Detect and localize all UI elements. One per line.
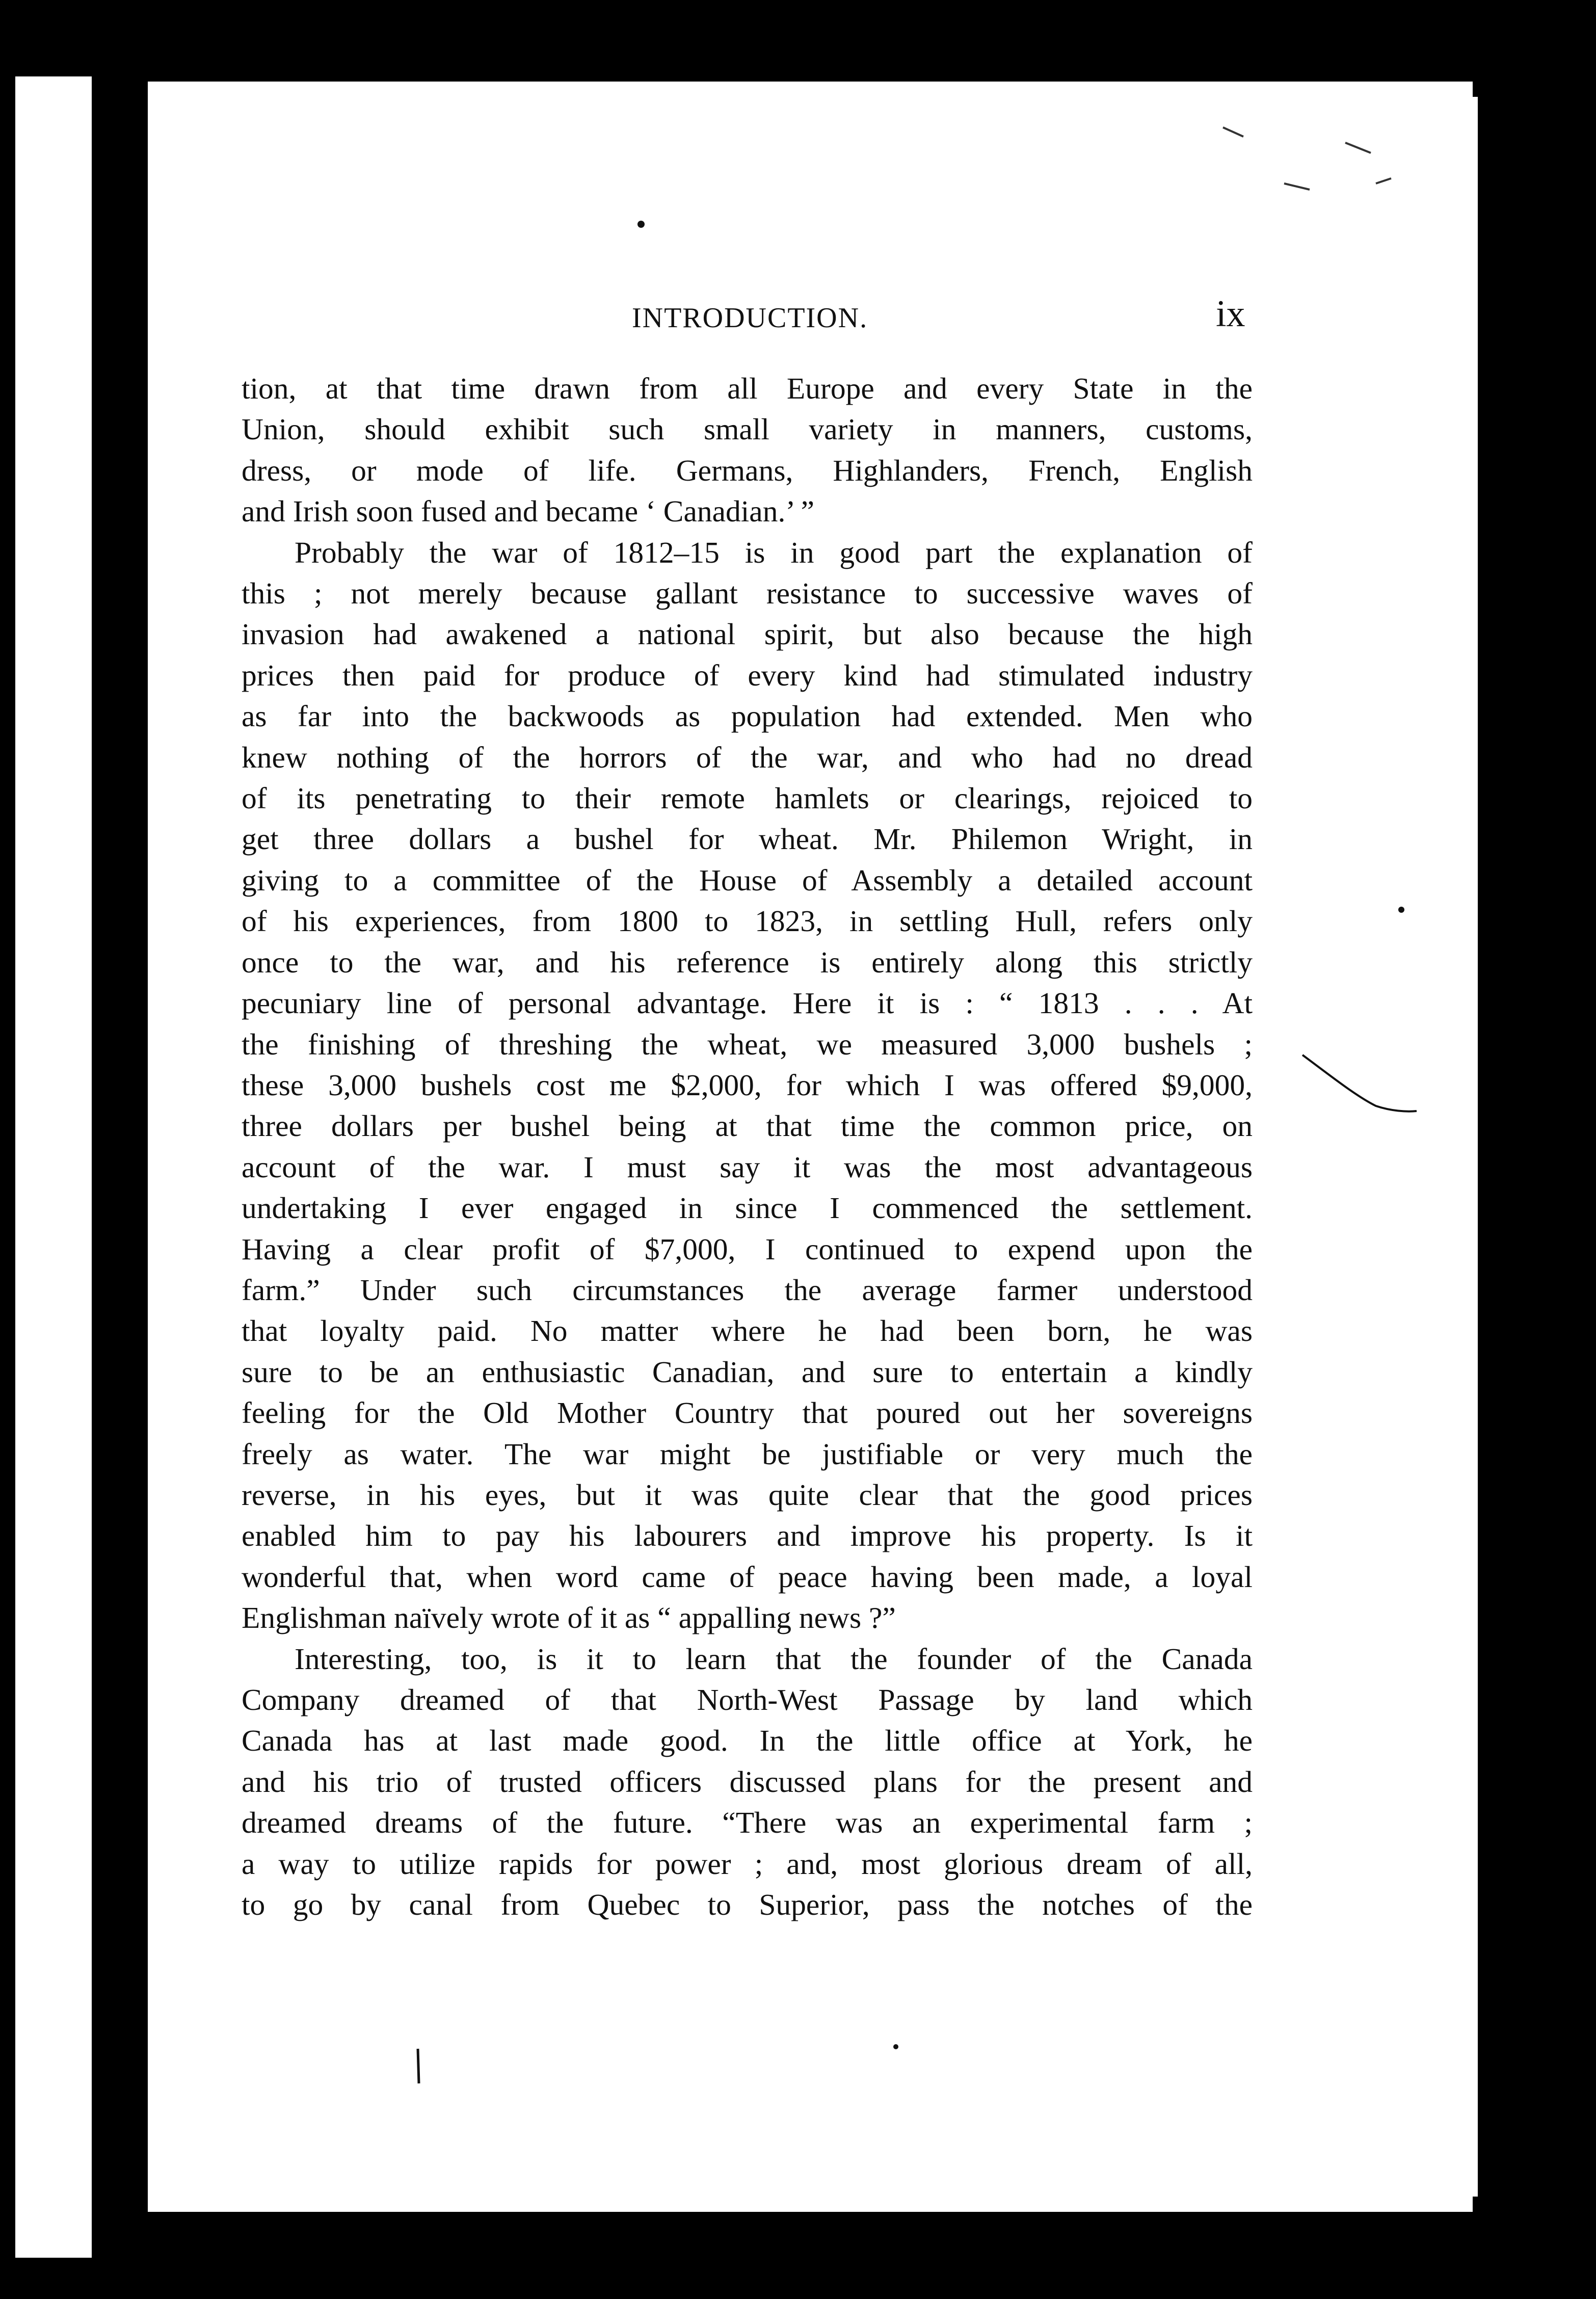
text-line: prices then paid for produce of every kind had stimulated industry — [242, 658, 1253, 692]
facing-page-edge — [15, 76, 92, 2258]
text-line: to go by canal from Quebec to Superior, pass the notches of the — [242, 1888, 1253, 1922]
text-line: Having a clear profit of $7,000, I continued to expend upon the — [242, 1232, 1253, 1266]
text-line: reverse, in his eyes, but it was quite clear that the good prices — [242, 1477, 1253, 1512]
text-line: dreamed dreams of the future. “There was an experimental farm ; — [242, 1806, 1253, 1840]
text-line: these 3,000 bushels cost me $2,000, for which I was offered $9,000, — [242, 1068, 1253, 1102]
text-line: freely as water. The war might be justifiable or very much the — [242, 1437, 1253, 1471]
text-line: sure to be an enthusiastic Canadian, and sure to entertain a kindly — [242, 1355, 1253, 1389]
text-line: Probably the war of 1812–15 is in good part the explanation of — [295, 535, 1253, 569]
body-text — [242, 368, 1253, 1925]
text-line: knew nothing of the horrors of the war, and who had no dread — [242, 740, 1253, 774]
text-line: of its penetrating to their remote hamlets or clearings, rejoiced to — [242, 781, 1253, 815]
text-line: Union, should exhibit such small variety in manners, customs, — [242, 412, 1253, 446]
text-line: and his trio of trusted officers discussed plans for the present and — [242, 1764, 1253, 1799]
text-line: account of the war. I must say it was the most advantageous — [242, 1150, 1253, 1184]
text-line: farm.” Under such circumstances the average farmer understood — [242, 1273, 1253, 1307]
text-line: Canada has at last made good. In the little office at York, he — [242, 1724, 1253, 1758]
page-number: ix — [1216, 293, 1245, 335]
running-head: INTRODUCTION. — [632, 302, 868, 334]
text-line: undertaking I ever engaged in since I commenced the settlement. — [242, 1191, 1253, 1225]
text-line: this ; not merely because gallant resistance to successive waves of — [242, 576, 1253, 611]
text-line: three dollars per bushel being at that time the common price, on — [242, 1109, 1253, 1143]
text-line: a way to utilize rapids for power ; and, most glorious dream of all, — [242, 1846, 1253, 1881]
text-line: tion, at that time drawn from all Europe and every State in the — [242, 372, 1253, 405]
text-line: the finishing of threshing the wheat, we measured 3,000 bushels ; — [242, 1027, 1253, 1061]
text-line: and Irish soon fused and became ‘ Canadian.’ ” — [242, 494, 815, 528]
text-line: Englishman naïvely wrote of it as “ appalling news ?” — [242, 1601, 896, 1635]
page-right-edge — [1462, 97, 1478, 2197]
text-line: Interesting, too, is it to learn that the founder of the Canada — [295, 1642, 1253, 1676]
text-line: as far into the backwoods as population had extended. Men who — [242, 699, 1253, 733]
text-line: enabled him to pay his labourers and improve his property. Is it — [242, 1519, 1253, 1553]
text-line: get three dollars a bushel for wheat. Mr. Philemon Wright, in — [242, 822, 1253, 856]
text-line: dress, or mode of life. Germans, Highlanders, French, English — [242, 453, 1253, 487]
text-line: Company dreamed of that North-West Passage by land which — [242, 1683, 1253, 1716]
text-line: that loyalty paid. No matter where he had been born, he was — [242, 1314, 1253, 1348]
text-line: feeling for the Old Mother Country that poured out her sovereigns — [242, 1396, 1253, 1430]
text-line: pecuniary line of personal advantage. Here it is : “ 1813 . . . At — [242, 986, 1253, 1020]
text-line: invasion had awakened a national spirit, but also because the high — [242, 617, 1253, 651]
text-line: giving to a committee of the House of Assembly a detailed account — [242, 863, 1253, 897]
text-line: of his experiences, from 1800 to 1823, in settling Hull, refers only — [242, 904, 1253, 938]
text-line: once to the war, and his reference is entirely along this strictly — [242, 945, 1253, 979]
binding-shadow — [92, 76, 148, 2258]
text-line: wonderful that, when word came of peace having been made, a loyal — [242, 1560, 1253, 1594]
